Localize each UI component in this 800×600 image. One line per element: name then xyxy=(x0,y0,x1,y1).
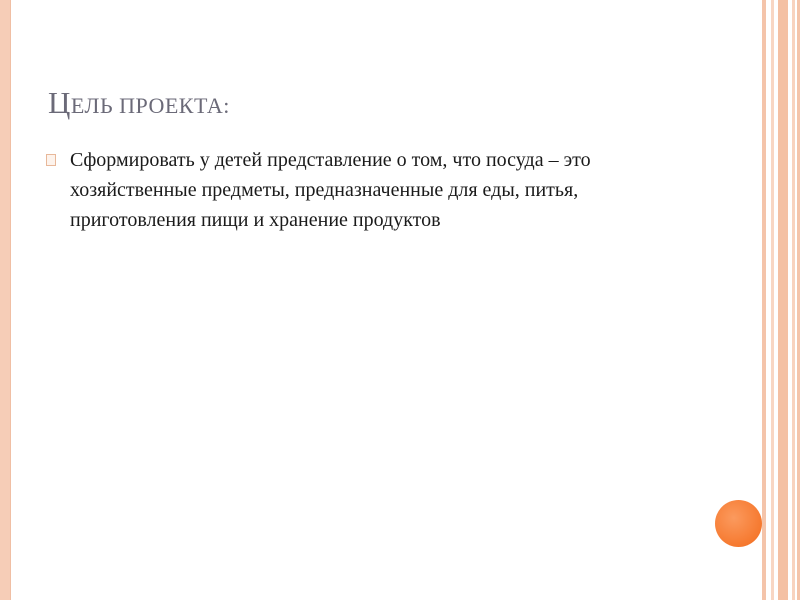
stripe xyxy=(771,0,774,600)
bullet-square-icon xyxy=(46,154,56,166)
stripe xyxy=(792,0,795,600)
title-rest: ЕЛЬ ПРОЕКТА: xyxy=(70,93,230,118)
right-decorative-stripes xyxy=(762,0,800,600)
slide-title xyxy=(48,84,230,121)
stripe xyxy=(762,0,766,600)
bullet-list xyxy=(44,145,644,235)
orange-circle-icon xyxy=(715,500,762,547)
bullet-text: Сформировать у детей представление о том, что посуда – это хозяйственные предметы, предназначенные для еды, питья, приготовления пищи и хранение продуктов xyxy=(70,149,591,231)
left-decorative-band xyxy=(0,0,11,600)
title-first-letter: Ц xyxy=(48,85,71,120)
stripe xyxy=(778,0,788,600)
list-item xyxy=(44,145,644,235)
